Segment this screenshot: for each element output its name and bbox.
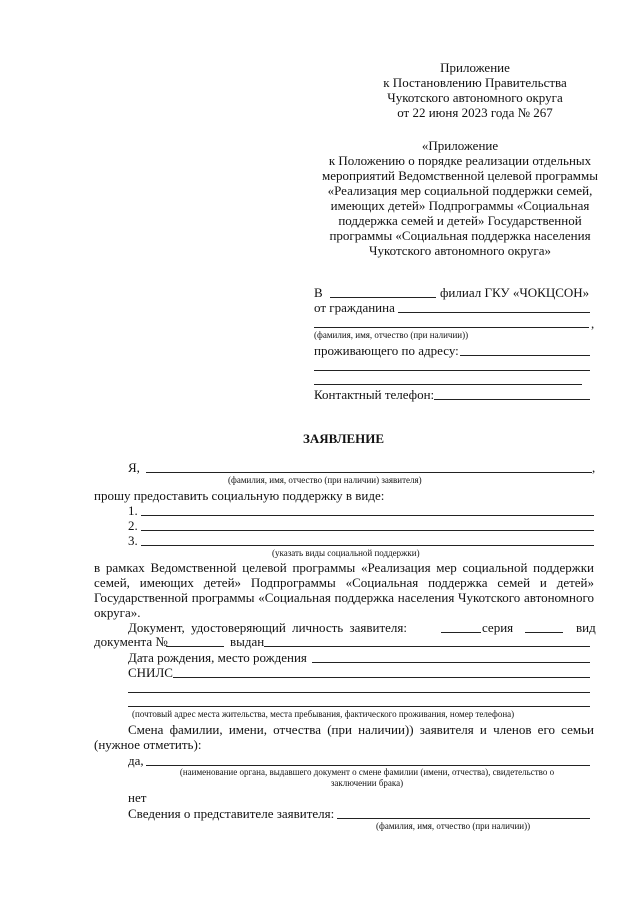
doc-issued-field[interactable] [264,646,590,647]
birth-field[interactable] [312,662,590,663]
recipient-branch-label: филиал ГКУ «ЧОКЦСОН» [440,285,590,300]
request-text: прошу предоставить социальную поддержку в виде: [94,488,385,503]
identity-doc-field[interactable] [441,632,481,633]
applicant-name-hint: (фамилия, имя, отчество (при наличии) заявителя) [228,475,422,485]
identity-series-label: серия [482,620,514,635]
doc-number-field[interactable] [166,646,224,647]
identity-doc-label: Документ, удостоверяющий личность заявителя: [128,620,407,635]
appendix2-line: программы «Социальная поддержка населения [329,228,591,243]
address-field-3[interactable] [314,384,582,385]
from-citizen-label: от гражданина [314,300,395,315]
appendix2-line: имеющих детей» Подпрограммы «Социальная [330,198,590,213]
contacts-field-1[interactable] [128,692,590,693]
representative-label: Сведения о представителе заявителя: [128,806,335,821]
appendix-line: Приложение [440,60,510,75]
snils-field[interactable] [173,677,590,678]
phone-field[interactable] [434,399,590,400]
snils-label: СНИЛС [128,665,173,680]
support-item-3-field[interactable] [141,545,594,546]
identity-series-field[interactable] [525,632,563,633]
applicant-name-comma: , [592,460,596,475]
appendix-header [370,60,580,120]
representative-hint: (фамилия, имя, отчество (при наличии)) [376,821,531,831]
name-change-yes-label[interactable]: да, [128,753,144,768]
recipient-to-prefix: В [314,285,323,300]
address-label: проживающего по адресу: [314,343,459,358]
support-item-2-label: 2. [128,518,138,533]
support-item-2-field[interactable] [141,530,594,531]
applicant-name-field[interactable] [146,472,592,473]
contacts-hint: (почтовый адрес места жительства, места пребывания, фактического проживания, номер телефона) [132,709,515,719]
birth-label: Дата рождения, место рождения [128,650,307,665]
from-citizen-field[interactable] [398,312,590,313]
appendix2-line: Чукотского автономного округа» [369,243,551,258]
address-field-2[interactable] [314,370,590,371]
appendix2-line: «Реализация мер социальной поддержки семей, [327,183,593,198]
recipient-branch-field[interactable] [330,297,436,298]
program-line: семей, имеющих детей» Подпрограммы «Социальная поддержка семей и детей» [94,575,594,590]
name-change-no-label[interactable]: нет [128,790,147,805]
appendix2-line: к Положению о порядке реализации отдельных [328,153,592,168]
phone-label: Контактный телефон: [314,387,435,402]
program-line: округа». [94,605,141,620]
citizen-name-field[interactable] [314,327,589,328]
citizen-name-hint: (фамилия, имя, отчество (при наличии)) [314,330,469,340]
program-paragraph [94,560,594,620]
identity-type-label: вид [576,620,596,635]
contacts-field-2[interactable] [128,706,590,707]
name-change-yes-field[interactable] [146,765,590,766]
doc-issued-label: выдан [230,634,265,649]
support-item-1-label: 1. [128,503,138,518]
appendix2-line: поддержка семей и детей» Государственной [338,213,582,228]
name-change-text-2: (нужное отметить): [94,737,202,752]
support-items-hint: (указать виды социальной поддержки) [272,548,420,558]
support-item-1-field[interactable] [141,515,594,516]
name-change-yes-hint: (наименование органа, выдавшего документ о смене фамилии (имени, отчества), свидетельство о [179,767,555,777]
statement-title: ЗАЯВЛЕНИЕ [303,431,385,446]
program-line: в рамках Ведомственной целевой программы «Реализация мер социальной поддержки [94,560,594,575]
citizen-name-comma: , [591,316,595,331]
address-field-1[interactable] [460,355,590,356]
program-line: Государственной программы «Социальная поддержка населения Чукотского автономного [94,590,594,605]
appendix2-line: мероприятий Ведомственной целевой программы [322,168,598,183]
doc-number-label: документа № [94,634,168,649]
appendix-line: Чукотского автономного округа [387,90,563,105]
appendix-line: к Постановлению Правительства [383,75,567,90]
appendix-line: от 22 июня 2023 года № 267 [397,105,553,120]
representative-field[interactable] [337,818,590,819]
name-change-yes-hint-2: заключении брака) [330,778,404,788]
name-change-text: Смена фамилии, имени, отчества (при наличии)) заявителя и членов его семьи [128,722,594,737]
support-item-3-label: 3. [128,533,138,548]
applicant-i-label: Я, [128,460,140,475]
appendix2-line: «Приложение [421,138,499,153]
appendix-regulation-header [305,138,615,258]
